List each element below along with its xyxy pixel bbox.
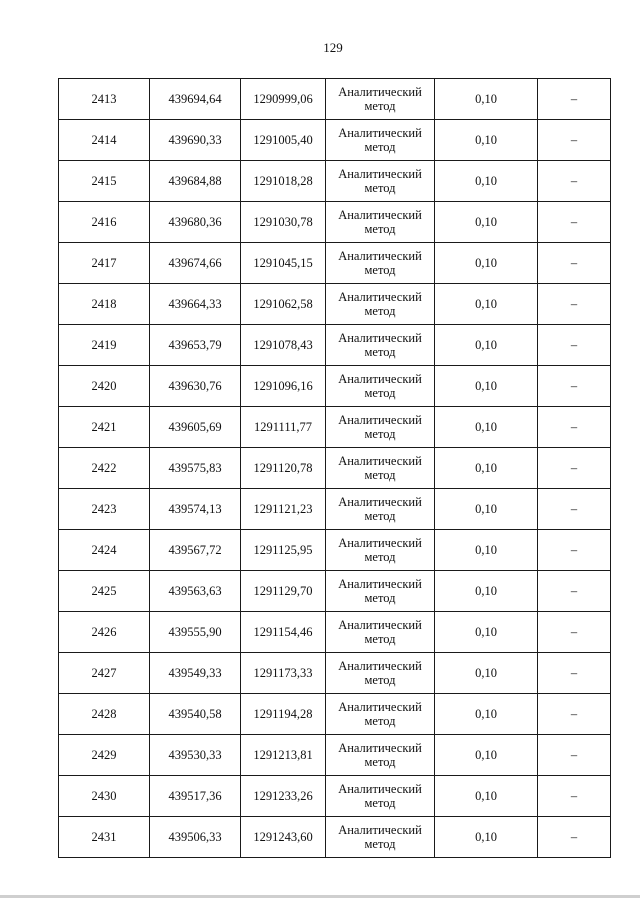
table-row bbox=[59, 79, 611, 120]
method-cell bbox=[326, 202, 435, 243]
point-number-cell: 2414 bbox=[59, 120, 150, 161]
accuracy-cell: 0,10 bbox=[435, 202, 538, 243]
point-number-cell: 2427 bbox=[59, 653, 150, 694]
point-number-cell: 2426 bbox=[59, 612, 150, 653]
method-text-line: метод bbox=[364, 714, 396, 728]
y-coordinate-cell: 1291233,26 bbox=[241, 776, 326, 817]
method-text-line: метод bbox=[364, 796, 396, 810]
table-row bbox=[59, 735, 611, 776]
method-text-line: метод bbox=[364, 673, 396, 687]
method-text-line: метод bbox=[364, 509, 396, 523]
y-coordinate-cell: 1291045,15 bbox=[241, 243, 326, 284]
point-number-cell: 2413 bbox=[59, 79, 150, 120]
note-cell: – bbox=[538, 120, 611, 161]
y-coordinate-cell: 1291096,16 bbox=[241, 366, 326, 407]
method-text-line: Аналитический bbox=[338, 372, 422, 386]
method-text-line: метод bbox=[364, 304, 396, 318]
method-text-line: Аналитический bbox=[338, 249, 422, 263]
note-cell: – bbox=[538, 612, 611, 653]
method-text-line: Аналитический bbox=[338, 290, 422, 304]
y-coordinate-cell: 1291120,78 bbox=[241, 448, 326, 489]
point-number-cell: 2421 bbox=[59, 407, 150, 448]
method-text-line: метод bbox=[364, 181, 396, 195]
method-cell bbox=[326, 612, 435, 653]
note-cell: – bbox=[538, 489, 611, 530]
point-number-cell: 2429 bbox=[59, 735, 150, 776]
point-number-cell: 2423 bbox=[59, 489, 150, 530]
accuracy-cell: 0,10 bbox=[435, 79, 538, 120]
method-cell bbox=[326, 284, 435, 325]
accuracy-cell: 0,10 bbox=[435, 366, 538, 407]
method-text-line: Аналитический bbox=[338, 126, 422, 140]
method-text-line: метод bbox=[364, 140, 396, 154]
point-number-cell: 2415 bbox=[59, 161, 150, 202]
method-cell bbox=[326, 325, 435, 366]
x-coordinate-cell: 439664,33 bbox=[150, 284, 241, 325]
table-row bbox=[59, 325, 611, 366]
method-cell bbox=[326, 776, 435, 817]
method-text-line: Аналитический bbox=[338, 659, 422, 673]
method-text-line: Аналитический bbox=[338, 167, 422, 181]
method-text-line: Аналитический bbox=[338, 577, 422, 591]
method-cell bbox=[326, 407, 435, 448]
table-row bbox=[59, 243, 611, 284]
method-cell bbox=[326, 489, 435, 530]
note-cell: – bbox=[538, 79, 611, 120]
accuracy-cell: 0,10 bbox=[435, 612, 538, 653]
note-cell: – bbox=[538, 817, 611, 858]
y-coordinate-cell: 1291121,23 bbox=[241, 489, 326, 530]
x-coordinate-cell: 439690,33 bbox=[150, 120, 241, 161]
table-row bbox=[59, 571, 611, 612]
table-row bbox=[59, 202, 611, 243]
note-cell: – bbox=[538, 530, 611, 571]
method-text-line: Аналитический bbox=[338, 741, 422, 755]
note-cell: – bbox=[538, 735, 611, 776]
x-coordinate-cell: 439575,83 bbox=[150, 448, 241, 489]
method-cell bbox=[326, 571, 435, 612]
method-text-line: Аналитический bbox=[338, 331, 422, 345]
method-text-line: метод bbox=[364, 427, 396, 441]
table-row bbox=[59, 817, 611, 858]
accuracy-cell: 0,10 bbox=[435, 694, 538, 735]
x-coordinate-cell: 439674,66 bbox=[150, 243, 241, 284]
note-cell: – bbox=[538, 571, 611, 612]
method-text-line: Аналитический bbox=[338, 85, 422, 99]
page-number: 129 bbox=[323, 40, 343, 55]
accuracy-cell: 0,10 bbox=[435, 653, 538, 694]
x-coordinate-cell: 439694,64 bbox=[150, 79, 241, 120]
note-cell: – bbox=[538, 776, 611, 817]
point-number-cell: 2418 bbox=[59, 284, 150, 325]
x-coordinate-cell: 439567,72 bbox=[150, 530, 241, 571]
accuracy-cell: 0,10 bbox=[435, 284, 538, 325]
table-row bbox=[59, 653, 611, 694]
point-number-cell: 2420 bbox=[59, 366, 150, 407]
accuracy-cell: 0,10 bbox=[435, 407, 538, 448]
x-coordinate-cell: 439574,13 bbox=[150, 489, 241, 530]
table-row bbox=[59, 776, 611, 817]
accuracy-cell: 0,10 bbox=[435, 161, 538, 202]
table-row bbox=[59, 530, 611, 571]
accuracy-cell: 0,10 bbox=[435, 776, 538, 817]
table-row bbox=[59, 407, 611, 448]
x-coordinate-cell: 439563,63 bbox=[150, 571, 241, 612]
note-cell: – bbox=[538, 366, 611, 407]
y-coordinate-cell: 1291111,77 bbox=[241, 407, 326, 448]
accuracy-cell: 0,10 bbox=[435, 735, 538, 776]
x-coordinate-cell: 439630,76 bbox=[150, 366, 241, 407]
point-number-cell: 2424 bbox=[59, 530, 150, 571]
x-coordinate-cell: 439605,69 bbox=[150, 407, 241, 448]
point-number-cell: 2417 bbox=[59, 243, 150, 284]
accuracy-cell: 0,10 bbox=[435, 817, 538, 858]
note-cell: – bbox=[538, 694, 611, 735]
method-text-line: Аналитический bbox=[338, 536, 422, 550]
note-cell: – bbox=[538, 243, 611, 284]
x-coordinate-cell: 439517,36 bbox=[150, 776, 241, 817]
method-cell bbox=[326, 243, 435, 284]
method-text-line: Аналитический bbox=[338, 454, 422, 468]
x-coordinate-cell: 439653,79 bbox=[150, 325, 241, 366]
y-coordinate-cell: 1291154,46 bbox=[241, 612, 326, 653]
method-cell bbox=[326, 366, 435, 407]
table-row bbox=[59, 612, 611, 653]
method-text-line: метод bbox=[364, 345, 396, 359]
note-cell: – bbox=[538, 284, 611, 325]
y-coordinate-cell: 1291243,60 bbox=[241, 817, 326, 858]
point-number-cell: 2425 bbox=[59, 571, 150, 612]
point-number-cell: 2422 bbox=[59, 448, 150, 489]
method-cell bbox=[326, 120, 435, 161]
y-coordinate-cell: 1291005,40 bbox=[241, 120, 326, 161]
note-cell: – bbox=[538, 325, 611, 366]
method-cell bbox=[326, 694, 435, 735]
coordinates-table bbox=[58, 78, 611, 858]
x-coordinate-cell: 439506,33 bbox=[150, 817, 241, 858]
method-text-line: метод bbox=[364, 550, 396, 564]
x-coordinate-cell: 439549,33 bbox=[150, 653, 241, 694]
table-row bbox=[59, 448, 611, 489]
note-cell: – bbox=[538, 161, 611, 202]
point-number-cell: 2416 bbox=[59, 202, 150, 243]
point-number-cell: 2419 bbox=[59, 325, 150, 366]
method-text-line: метод bbox=[364, 755, 396, 769]
y-coordinate-cell: 1291062,58 bbox=[241, 284, 326, 325]
x-coordinate-cell: 439530,33 bbox=[150, 735, 241, 776]
y-coordinate-cell: 1291213,81 bbox=[241, 735, 326, 776]
method-text-line: Аналитический bbox=[338, 495, 422, 509]
x-coordinate-cell: 439540,58 bbox=[150, 694, 241, 735]
method-cell bbox=[326, 79, 435, 120]
method-cell bbox=[326, 161, 435, 202]
note-cell: – bbox=[538, 202, 611, 243]
accuracy-cell: 0,10 bbox=[435, 448, 538, 489]
method-cell bbox=[326, 817, 435, 858]
table-row bbox=[59, 489, 611, 530]
method-text-line: Аналитический bbox=[338, 823, 422, 837]
y-coordinate-cell: 1291129,70 bbox=[241, 571, 326, 612]
accuracy-cell: 0,10 bbox=[435, 120, 538, 161]
method-text-line: Аналитический bbox=[338, 618, 422, 632]
table-row bbox=[59, 284, 611, 325]
method-text-line: метод bbox=[364, 263, 396, 277]
method-text-line: метод bbox=[364, 591, 396, 605]
method-text-line: метод bbox=[364, 222, 396, 236]
method-text-line: Аналитический bbox=[338, 208, 422, 222]
accuracy-cell: 0,10 bbox=[435, 325, 538, 366]
accuracy-cell: 0,10 bbox=[435, 243, 538, 284]
table-row bbox=[59, 694, 611, 735]
method-text-line: метод bbox=[364, 632, 396, 646]
method-text-line: метод bbox=[364, 468, 396, 482]
y-coordinate-cell: 1291078,43 bbox=[241, 325, 326, 366]
coordinates-table-body bbox=[59, 79, 611, 858]
table-row bbox=[59, 366, 611, 407]
method-text-line: Аналитический bbox=[338, 700, 422, 714]
y-coordinate-cell: 1291125,95 bbox=[241, 530, 326, 571]
accuracy-cell: 0,10 bbox=[435, 571, 538, 612]
method-text-line: метод bbox=[364, 386, 396, 400]
y-coordinate-cell: 1290999,06 bbox=[241, 79, 326, 120]
method-text-line: Аналитический bbox=[338, 413, 422, 427]
method-text-line: Аналитический bbox=[338, 782, 422, 796]
method-cell bbox=[326, 530, 435, 571]
y-coordinate-cell: 1291018,28 bbox=[241, 161, 326, 202]
y-coordinate-cell: 1291194,28 bbox=[241, 694, 326, 735]
accuracy-cell: 0,10 bbox=[435, 530, 538, 571]
point-number-cell: 2430 bbox=[59, 776, 150, 817]
method-cell bbox=[326, 448, 435, 489]
x-coordinate-cell: 439680,36 bbox=[150, 202, 241, 243]
method-text-line: метод bbox=[364, 837, 396, 851]
accuracy-cell: 0,10 bbox=[435, 489, 538, 530]
point-number-cell: 2428 bbox=[59, 694, 150, 735]
x-coordinate-cell: 439684,88 bbox=[150, 161, 241, 202]
point-number-cell: 2431 bbox=[59, 817, 150, 858]
table-row bbox=[59, 120, 611, 161]
method-cell bbox=[326, 735, 435, 776]
y-coordinate-cell: 1291030,78 bbox=[241, 202, 326, 243]
table-row bbox=[59, 161, 611, 202]
y-coordinate-cell: 1291173,33 bbox=[241, 653, 326, 694]
x-coordinate-cell: 439555,90 bbox=[150, 612, 241, 653]
note-cell: – bbox=[538, 407, 611, 448]
method-cell bbox=[326, 653, 435, 694]
method-text-line: метод bbox=[364, 99, 396, 113]
note-cell: – bbox=[538, 448, 611, 489]
note-cell: – bbox=[538, 653, 611, 694]
